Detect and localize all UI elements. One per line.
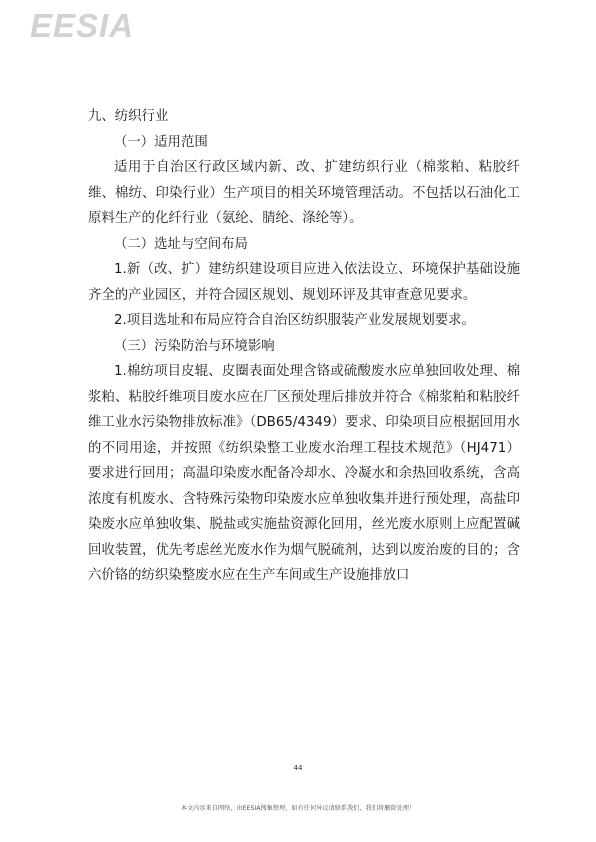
paragraph-pollution-1: 1.棉纺项目皮辊、皮圈表面处理含铬或硫酸废水应单独回收处理、棉浆粕、粘胶纤维项目废水应在厂区预处理后排放并符合《棉浆粕和粘胶纤维工业水污染物排放标准》（DB65/4349）要求、印染项目应根据回用水的不同用途，并按照《纺织染整工业废水治理工程技术规范》（HJ471）要求进行回用；高温印染废水配备冷却水、冷凝水和余热回收系统，含高浓度有机废水、含特殊污染物印染废水应单独收集并进行预处理，高盐印染废水应单独收集、脱盐或实施盐资源化回用，丝光废水原则上应配置碱回收装置，优先考虑丝光废水作为烟气脱硫剂，达到以废治废的目的；含六价铬的纺织染整废水应在生产车间或生产设施排放口 bbox=[88, 364, 520, 583]
section-title: 九、纺织行业 bbox=[88, 109, 169, 124]
subsection-title-siting: （二）选址与空间布局 bbox=[114, 236, 248, 252]
paragraph-siting-1: 1.新（改、扩）建纺织建设项目应进入依法设立、环境保护基础设施齐全的产业园区，并符合园区规划、规划环评及其审查意见要求。 bbox=[88, 262, 520, 303]
footer-notice: 本文内容来自网络，由EESIA搜集整理，如有任何异议请联系我们，我们将删除处理！ bbox=[180, 805, 416, 812]
subsection-title-scope: （一）适用范围 bbox=[114, 134, 208, 150]
page-number: 44 bbox=[293, 764, 303, 772]
paragraph-siting-2: 2.项目选址和布局应符合自治区纺织服装产业发展规划要求。 bbox=[114, 313, 475, 328]
subsection-title-pollution: （三）污染防治与环境影响 bbox=[114, 338, 275, 354]
paragraph-scope: 适用于自治区行政区域内新、改、扩建纺织行业（棉浆粕、粘胶纤维、棉纺、印染行业）生产项目的相关环境管理活动。不包括以石油化工原料生产的化纤行业（氨纶、腈纶、涤纶等）。 bbox=[88, 160, 520, 226]
document-body bbox=[88, 104, 520, 589]
eesia-logo: EESIA bbox=[30, 7, 135, 44]
